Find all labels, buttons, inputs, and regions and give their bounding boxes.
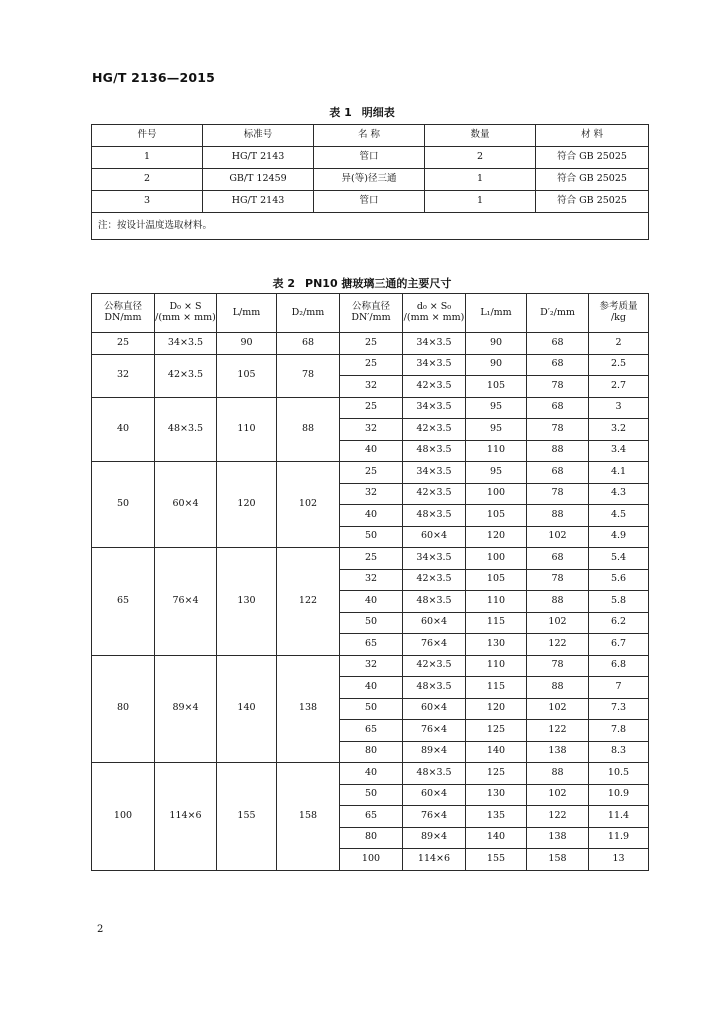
reference-mass-cell: 5.6 xyxy=(589,569,649,591)
branch-length-cell: 95 xyxy=(466,397,527,419)
branch-outer-diameter-thickness-cell: 48×3.5 xyxy=(403,763,466,785)
reference-mass-cell: 4.5 xyxy=(589,505,649,527)
branch-length-cell: 110 xyxy=(466,655,527,677)
branch-outer-diameter-thickness-cell: 48×3.5 xyxy=(403,591,466,613)
branch-length-cell: 105 xyxy=(466,376,527,398)
table1-caption xyxy=(0,104,724,120)
table-row xyxy=(92,147,649,169)
branch-flange-diameter-cell: 88 xyxy=(527,505,589,527)
table-cell: GB/T 12459 xyxy=(203,169,314,191)
col-header-branch-length: L₁/mm xyxy=(466,294,527,333)
branch-outer-diameter-thickness-cell: 76×4 xyxy=(403,634,466,656)
table-row xyxy=(92,655,649,677)
reference-mass-cell: 5.4 xyxy=(589,548,649,570)
length-cell: 155 xyxy=(217,763,277,871)
branch-nominal-diameter-cell: 100 xyxy=(340,849,403,871)
branch-nominal-diameter-cell: 32 xyxy=(340,376,403,398)
reference-mass-cell: 4.3 xyxy=(589,483,649,505)
reference-mass-cell: 8.3 xyxy=(589,741,649,763)
table2-caption-title: PN10 搪玻璃三通的主要尺寸 xyxy=(305,277,452,290)
branch-outer-diameter-thickness-cell: 42×3.5 xyxy=(403,483,466,505)
table-cell: 1 xyxy=(92,147,203,169)
branch-flange-diameter-cell: 78 xyxy=(527,419,589,441)
branch-length-cell: 155 xyxy=(466,849,527,871)
table-cell: 2 xyxy=(425,147,536,169)
outer-diameter-thickness-cell: 76×4 xyxy=(155,548,217,656)
branch-nominal-diameter-cell: 25 xyxy=(340,354,403,376)
flange-diameter-cell: 78 xyxy=(277,354,340,397)
branch-length-cell: 125 xyxy=(466,763,527,785)
branch-nominal-diameter-cell: 25 xyxy=(340,548,403,570)
table2-caption xyxy=(0,275,724,291)
flange-diameter-cell: 138 xyxy=(277,655,340,763)
branch-nominal-diameter-cell: 40 xyxy=(340,591,403,613)
nominal-diameter-cell: 32 xyxy=(92,354,155,397)
branch-outer-diameter-thickness-cell: 48×3.5 xyxy=(403,505,466,527)
branch-length-cell: 115 xyxy=(466,612,527,634)
branch-nominal-diameter-cell: 65 xyxy=(340,634,403,656)
table-row xyxy=(92,548,649,570)
reference-mass-cell: 2.5 xyxy=(589,354,649,376)
branch-length-cell: 105 xyxy=(466,569,527,591)
header-line: 参考质量 xyxy=(599,301,638,313)
reference-mass-cell: 10.9 xyxy=(589,784,649,806)
col-header-standard-no: 标准号 xyxy=(203,125,314,147)
branch-nominal-diameter-cell: 80 xyxy=(340,741,403,763)
reference-mass-cell: 7 xyxy=(589,677,649,699)
branch-outer-diameter-thickness-cell: 60×4 xyxy=(403,698,466,720)
reference-mass-cell: 13 xyxy=(589,849,649,871)
reference-mass-cell: 4.9 xyxy=(589,526,649,548)
branch-length-cell: 115 xyxy=(466,677,527,699)
branch-flange-diameter-cell: 102 xyxy=(527,698,589,720)
table2-caption-number: 表 2 xyxy=(272,277,296,290)
nominal-diameter-cell: 65 xyxy=(92,548,155,656)
branch-nominal-diameter-cell: 80 xyxy=(340,827,403,849)
branch-nominal-diameter-cell: 32 xyxy=(340,483,403,505)
reference-mass-cell: 11.4 xyxy=(589,806,649,828)
col-header-length: L/mm xyxy=(217,294,277,333)
col-header-part-no: 件号 xyxy=(92,125,203,147)
table-row xyxy=(92,462,649,484)
table-cell: 异(等)径三通 xyxy=(314,169,425,191)
branch-flange-diameter-cell: 68 xyxy=(527,354,589,376)
length-cell: 90 xyxy=(217,333,277,355)
branch-length-cell: 100 xyxy=(466,483,527,505)
branch-nominal-diameter-cell: 65 xyxy=(340,720,403,742)
table-cell: 管口 xyxy=(314,191,425,213)
table-cell: 3 xyxy=(92,191,203,213)
branch-outer-diameter-thickness-cell: 89×4 xyxy=(403,827,466,849)
branch-outer-diameter-thickness-cell: 34×3.5 xyxy=(403,354,466,376)
branch-length-cell: 90 xyxy=(466,354,527,376)
table-note-row xyxy=(92,213,649,240)
table-cell: 符合 GB 25025 xyxy=(536,169,649,191)
branch-length-cell: 120 xyxy=(466,698,527,720)
detail-table xyxy=(91,124,649,240)
branch-outer-diameter-thickness-cell: 60×4 xyxy=(403,612,466,634)
branch-length-cell: 95 xyxy=(466,462,527,484)
table-cell: 1 xyxy=(425,191,536,213)
header-line: d₀ × S₀ xyxy=(416,301,452,313)
branch-length-cell: 120 xyxy=(466,526,527,548)
branch-length-cell: 135 xyxy=(466,806,527,828)
branch-length-cell: 125 xyxy=(466,720,527,742)
length-cell: 105 xyxy=(217,354,277,397)
reference-mass-cell: 3.2 xyxy=(589,419,649,441)
length-cell: 120 xyxy=(217,462,277,548)
page-number: 2 xyxy=(97,924,104,935)
col-header-outer-diameter-thickness xyxy=(155,294,217,333)
branch-flange-diameter-cell: 122 xyxy=(527,720,589,742)
branch-flange-diameter-cell: 102 xyxy=(527,526,589,548)
branch-length-cell: 110 xyxy=(466,591,527,613)
table-cell: HG/T 2143 xyxy=(203,147,314,169)
detail-table-header-row xyxy=(92,125,649,147)
standard-code: HG/T 2136—2015 xyxy=(92,70,216,85)
branch-length-cell: 95 xyxy=(466,419,527,441)
header-line: /kg xyxy=(610,312,627,323)
reference-mass-cell: 6.7 xyxy=(589,634,649,656)
dimensions-table xyxy=(91,293,649,871)
table-note: 注：按设计温度选取材料。 xyxy=(92,213,649,240)
outer-diameter-thickness-cell: 114×6 xyxy=(155,763,217,871)
branch-outer-diameter-thickness-cell: 34×3.5 xyxy=(403,462,466,484)
branch-outer-diameter-thickness-cell: 60×4 xyxy=(403,784,466,806)
table-cell: 符合 GB 25025 xyxy=(536,191,649,213)
reference-mass-cell: 10.5 xyxy=(589,763,649,785)
branch-length-cell: 130 xyxy=(466,634,527,656)
reference-mass-cell: 7.8 xyxy=(589,720,649,742)
branch-nominal-diameter-cell: 50 xyxy=(340,526,403,548)
table-row xyxy=(92,763,649,785)
branch-outer-diameter-thickness-cell: 42×3.5 xyxy=(403,419,466,441)
nominal-diameter-cell: 80 xyxy=(92,655,155,763)
branch-outer-diameter-thickness-cell: 60×4 xyxy=(403,526,466,548)
reference-mass-cell: 4.1 xyxy=(589,462,649,484)
branch-outer-diameter-thickness-cell: 42×3.5 xyxy=(403,655,466,677)
col-header-reference-mass xyxy=(589,294,649,333)
branch-outer-diameter-thickness-cell: 42×3.5 xyxy=(403,376,466,398)
branch-flange-diameter-cell: 138 xyxy=(527,827,589,849)
branch-flange-diameter-cell: 68 xyxy=(527,333,589,355)
branch-length-cell: 105 xyxy=(466,505,527,527)
table1-caption-title: 明细表 xyxy=(361,106,395,119)
col-header-branch-flange-diameter: D′₂/mm xyxy=(527,294,589,333)
table-row xyxy=(92,354,649,376)
branch-nominal-diameter-cell: 32 xyxy=(340,569,403,591)
branch-flange-diameter-cell: 68 xyxy=(527,397,589,419)
outer-diameter-thickness-cell: 60×4 xyxy=(155,462,217,548)
branch-nominal-diameter-cell: 25 xyxy=(340,397,403,419)
table-cell: HG/T 2143 xyxy=(203,191,314,213)
branch-outer-diameter-thickness-cell: 34×3.5 xyxy=(403,333,466,355)
col-header-quantity: 数量 xyxy=(425,125,536,147)
table-cell: 符合 GB 25025 xyxy=(536,147,649,169)
length-cell: 130 xyxy=(217,548,277,656)
header-line: /(mm × mm) xyxy=(155,312,216,323)
branch-flange-diameter-cell: 78 xyxy=(527,655,589,677)
table1-caption-number: 表 1 xyxy=(329,106,352,119)
table-row xyxy=(92,397,649,419)
branch-flange-diameter-cell: 88 xyxy=(527,677,589,699)
branch-nominal-diameter-cell: 40 xyxy=(340,440,403,462)
branch-flange-diameter-cell: 68 xyxy=(527,462,589,484)
flange-diameter-cell: 158 xyxy=(277,763,340,871)
reference-mass-cell: 6.8 xyxy=(589,655,649,677)
branch-nominal-diameter-cell: 40 xyxy=(340,677,403,699)
branch-nominal-diameter-cell: 25 xyxy=(340,462,403,484)
branch-nominal-diameter-cell: 32 xyxy=(340,419,403,441)
outer-diameter-thickness-cell: 89×4 xyxy=(155,655,217,763)
branch-length-cell: 140 xyxy=(466,827,527,849)
dimensions-table-header-row xyxy=(92,294,649,333)
branch-flange-diameter-cell: 68 xyxy=(527,548,589,570)
branch-outer-diameter-thickness-cell: 76×4 xyxy=(403,806,466,828)
length-cell: 140 xyxy=(217,655,277,763)
reference-mass-cell: 3 xyxy=(589,397,649,419)
branch-outer-diameter-thickness-cell: 34×3.5 xyxy=(403,397,466,419)
branch-outer-diameter-thickness-cell: 42×3.5 xyxy=(403,569,466,591)
reference-mass-cell: 3.4 xyxy=(589,440,649,462)
col-header-branch-nominal-diameter xyxy=(340,294,403,333)
branch-flange-diameter-cell: 122 xyxy=(527,806,589,828)
branch-length-cell: 110 xyxy=(466,440,527,462)
branch-flange-diameter-cell: 78 xyxy=(527,569,589,591)
branch-flange-diameter-cell: 102 xyxy=(527,784,589,806)
table-row xyxy=(92,333,649,355)
branch-outer-diameter-thickness-cell: 114×6 xyxy=(403,849,466,871)
branch-nominal-diameter-cell: 32 xyxy=(340,655,403,677)
nominal-diameter-cell: 100 xyxy=(92,763,155,871)
flange-diameter-cell: 68 xyxy=(277,333,340,355)
table-cell: 管口 xyxy=(314,147,425,169)
branch-outer-diameter-thickness-cell: 76×4 xyxy=(403,720,466,742)
nominal-diameter-cell: 25 xyxy=(92,333,155,355)
flange-diameter-cell: 102 xyxy=(277,462,340,548)
flange-diameter-cell: 122 xyxy=(277,548,340,656)
table-row xyxy=(92,169,649,191)
branch-flange-diameter-cell: 88 xyxy=(527,763,589,785)
branch-nominal-diameter-cell: 40 xyxy=(340,763,403,785)
branch-nominal-diameter-cell: 50 xyxy=(340,784,403,806)
col-header-name: 名 称 xyxy=(314,125,425,147)
branch-flange-diameter-cell: 78 xyxy=(527,483,589,505)
col-header-nominal-diameter xyxy=(92,294,155,333)
length-cell: 110 xyxy=(217,397,277,462)
table-row xyxy=(92,191,649,213)
branch-flange-diameter-cell: 88 xyxy=(527,440,589,462)
reference-mass-cell: 7.3 xyxy=(589,698,649,720)
outer-diameter-thickness-cell: 48×3.5 xyxy=(155,397,217,462)
branch-nominal-diameter-cell: 50 xyxy=(340,612,403,634)
outer-diameter-thickness-cell: 34×3.5 xyxy=(155,333,217,355)
col-header-material: 材 料 xyxy=(536,125,649,147)
branch-nominal-diameter-cell: 40 xyxy=(340,505,403,527)
reference-mass-cell: 6.2 xyxy=(589,612,649,634)
branch-outer-diameter-thickness-cell: 34×3.5 xyxy=(403,548,466,570)
branch-flange-diameter-cell: 102 xyxy=(527,612,589,634)
outer-diameter-thickness-cell: 42×3.5 xyxy=(155,354,217,397)
branch-flange-diameter-cell: 158 xyxy=(527,849,589,871)
header-line: /(mm × mm) xyxy=(403,312,465,323)
header-line: DN/mm xyxy=(104,312,142,323)
nominal-diameter-cell: 40 xyxy=(92,397,155,462)
table-cell: 2 xyxy=(92,169,203,191)
branch-flange-diameter-cell: 122 xyxy=(527,634,589,656)
branch-flange-diameter-cell: 88 xyxy=(527,591,589,613)
branch-outer-diameter-thickness-cell: 48×3.5 xyxy=(403,440,466,462)
branch-length-cell: 100 xyxy=(466,548,527,570)
header-line: DN′/mm xyxy=(351,312,391,323)
branch-nominal-diameter-cell: 25 xyxy=(340,333,403,355)
branch-length-cell: 130 xyxy=(466,784,527,806)
flange-diameter-cell: 88 xyxy=(277,397,340,462)
branch-nominal-diameter-cell: 65 xyxy=(340,806,403,828)
header-line: 公称直径 xyxy=(351,301,390,313)
branch-flange-diameter-cell: 78 xyxy=(527,376,589,398)
reference-mass-cell: 5.8 xyxy=(589,591,649,613)
branch-outer-diameter-thickness-cell: 48×3.5 xyxy=(403,677,466,699)
header-line: D₀ × S xyxy=(169,301,202,313)
table-cell: 1 xyxy=(425,169,536,191)
col-header-branch-outer-diameter-thickness xyxy=(403,294,466,333)
col-header-flange-diameter: D₂/mm xyxy=(277,294,340,333)
branch-outer-diameter-thickness-cell: 89×4 xyxy=(403,741,466,763)
branch-length-cell: 140 xyxy=(466,741,527,763)
header-line: 公称直径 xyxy=(103,301,142,313)
branch-nominal-diameter-cell: 50 xyxy=(340,698,403,720)
reference-mass-cell: 11.9 xyxy=(589,827,649,849)
nominal-diameter-cell: 50 xyxy=(92,462,155,548)
reference-mass-cell: 2.7 xyxy=(589,376,649,398)
reference-mass-cell: 2 xyxy=(589,333,649,355)
branch-flange-diameter-cell: 138 xyxy=(527,741,589,763)
branch-length-cell: 90 xyxy=(466,333,527,355)
